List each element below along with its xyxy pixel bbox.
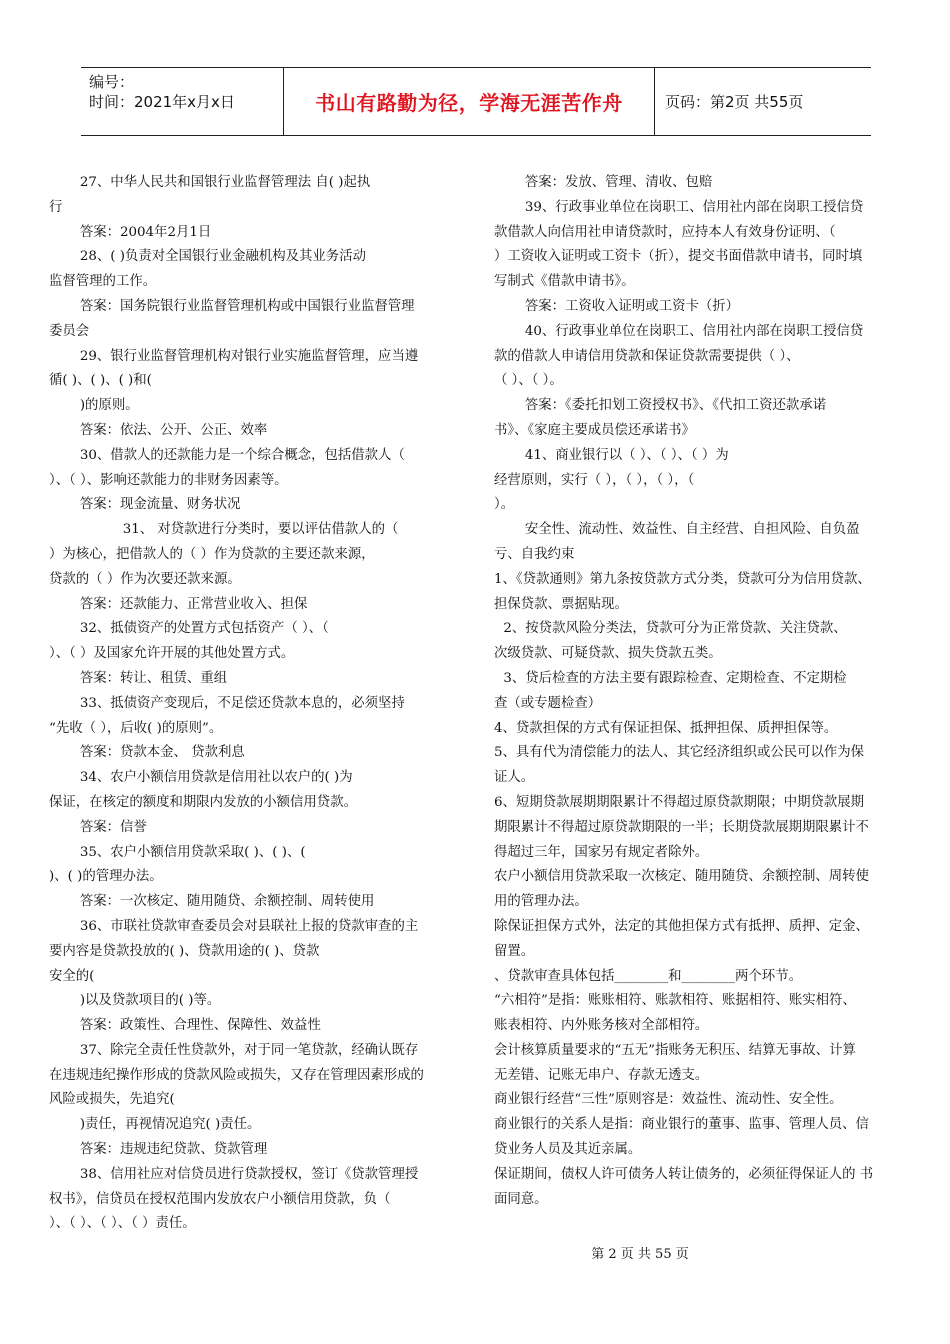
header-motto: 书山有路勤为径，学海无涯苦作舟 <box>315 91 623 115</box>
document-time-label: 时间：2021年x月x日 <box>89 93 235 111</box>
text-line: 答案：现金流量、财务状况 <box>79 497 241 513</box>
page-header <box>81 67 871 136</box>
text-line: 答案：发放、管理、清收、包赔 <box>524 175 713 190</box>
left-text-column <box>49 171 455 1237</box>
text-line: 保证期间，债权人许可债务人转让债务的，必须征得保证人的 书 <box>494 1166 874 1182</box>
text-line: 商业银行的关系人是指：商业银行的董事、监事、管理人员、信 <box>494 1117 869 1133</box>
text-line: 循( )、( )、( )和( <box>49 373 152 389</box>
text-line: 33、抵债资产变现后，不足偿还贷款本息的，必须坚持 <box>79 695 405 711</box>
text-line: 担保贷款、票据贴现。 <box>494 596 628 612</box>
text-line: 41、商业银行以（ ）、（ ）、（ ）为 <box>524 447 729 463</box>
text-line: 查（或专题检查） <box>494 695 602 711</box>
text-line: 写制式《借款申请书》。 <box>494 274 635 290</box>
text-line: 36、市联社贷款审查委员会对县联社上报的贷款审查的主 <box>79 918 419 934</box>
text-line: 保证，在核定的额度和期限内发放的小额信用贷款。 <box>49 794 357 810</box>
text-line: 30、借款人的还款能力是一个综合概念，包括借款人（ <box>79 447 405 463</box>
text-line: ）、（ ）、（ ）、（ ）责任。 <box>49 1216 196 1232</box>
text-line: 29、银行业监督管理机构对银行业实施监督管理，应当遵 <box>79 348 419 364</box>
text-line: 40、行政事业单位在岗职工、信用社内部在岗职工授信贷 <box>524 323 864 339</box>
text-line: 37、除完全责任性贷款外，对于同一笔贷款，经确认既存 <box>79 1042 419 1058</box>
text-line: 面同意。 <box>494 1191 548 1207</box>
footer-page-number: 第 2 页 共 55 页 <box>591 1247 689 1262</box>
text-line: 权书》，信贷员在授权范围内发放农户小额信用贷款，负（ <box>49 1191 391 1207</box>
text-line: 39、行政事业单位在岗职工、信用社内部在岗职工授信贷 <box>524 199 864 215</box>
text-line: 亏、自我约束 <box>494 546 575 562</box>
text-line: 用的管理办法。 <box>494 894 588 910</box>
text-line: 答案：2004年2月1日 <box>79 224 212 240</box>
text-line: 得超过三年，国家另有规定者除外。 <box>494 844 709 860</box>
text-line: 答案：违规违纪贷款、贷款管理 <box>79 1142 268 1158</box>
text-line: 在违规违纪操作形成的贷款风险或损失，又存在管理因素形成的 <box>49 1067 424 1083</box>
text-line: 答案：政策性、合理性、保障性、效益性 <box>79 1018 321 1034</box>
text-line: 安全性、流动性、效益性、自主经营、自担风险、自负盈 <box>524 522 860 538</box>
header-meta <box>81 68 283 135</box>
text-line: 农户小额信用贷款采取一次核定、随用随贷、余额控制、周转使 <box>494 869 869 885</box>
text-line: 27、中华人民共和国银行业监督管理法 自( )起执 <box>79 175 371 190</box>
text-line: 答案：还款能力、正常营业收入、担保 <box>79 596 308 612</box>
text-line: ）、（ ）及国家允许开展的其他处置方式。 <box>49 646 295 662</box>
text-line: )、( )的管理办法。 <box>49 869 163 885</box>
text-line: 28、( )负责对全国银行业金融机构及其业务活动 <box>79 249 366 265</box>
text-line: 贷业务人员及其近亲属。 <box>494 1142 642 1158</box>
text-line: （ ）、（ ）。 <box>494 373 563 389</box>
text-line: 4、贷款担保的方式有保证担保、抵押担保、质押担保等。 <box>494 720 838 736</box>
text-line: 6、短期贷款展期期限累计不得超过原贷款期限；中期贷款展期 <box>494 794 865 810</box>
text-line: )的原则。 <box>79 398 139 414</box>
text-line: 除保证担保方式外，法定的其他担保方式有抵押、质押、定金、 <box>494 918 869 934</box>
text-line: )以及贷款项目的( )等。 <box>79 993 221 1009</box>
text-line: 证人。 <box>494 770 535 786</box>
page-footer <box>0 1243 950 1262</box>
text-line: 34、农户小额信用贷款是信用社以农户的( )为 <box>79 770 353 786</box>
text-line: ）为核心，把借款人的（ ）作为贷款的主要还款来源， <box>49 546 375 562</box>
text-line: 次级贷款、可疑贷款、损失贷款五类。 <box>494 646 722 662</box>
text-line: 答案：依法、公开、公正、效率 <box>79 422 268 438</box>
text-line: )责任，再视情况追究( )责任。 <box>79 1117 261 1133</box>
text-line: 1、《贷款通则》第九条按贷款方式分类，贷款可分为信用贷款、 <box>494 571 871 587</box>
text-line: 款借款人向信用社申请贷款时，应持本人有效身份证明、（ <box>494 224 836 240</box>
text-line: 要内容是贷款投放的( )、贷款用途的( )、贷款 <box>49 943 320 959</box>
text-line: 38、信用社应对信贷员进行贷款授权，签订《贷款管理授 <box>79 1166 419 1182</box>
text-line: 书》、《家庭主要成员偿还承诺书》 <box>494 422 695 438</box>
text-line: ）。 <box>494 497 515 513</box>
header-page-info-cell <box>655 68 871 135</box>
text-line: 5、具有代为清偿能力的法人、其它经济组织或公民可以作为保 <box>494 745 865 761</box>
text-line: ）、（ ）、影响还款能力的非财务因素等。 <box>49 472 288 488</box>
text-line: 3、贷后检查的方法主要有跟踪检查、定期检查、不定期检 <box>503 670 847 686</box>
text-line: 账表相符、内外账务核对全部相符。 <box>494 1018 709 1034</box>
text-line: 31、 对贷款进行分类时，要以评估借款人的（ <box>122 522 399 538</box>
text-line: “先收（ ），后收( )的原则”。 <box>49 720 223 736</box>
text-line: 答案：转让、租赁、重组 <box>79 670 228 686</box>
text-line: 期限累计不得超过原贷款期限的一半；长期贷款展期期限累计不 <box>494 819 869 835</box>
text-line: 32、抵债资产的处置方式包括资产（ ）、（ <box>79 621 329 637</box>
text-line: 监督管理的工作。 <box>49 274 157 290</box>
header-page-info: 页码：第2页 共55页 <box>665 93 804 111</box>
text-line: 35、农户小额信用贷款采取( )、( )、( <box>79 844 306 860</box>
header-motto-cell <box>283 68 655 135</box>
text-line: 留置。 <box>494 943 535 959</box>
text-line: 答案：工资收入证明或工资卡（折） <box>524 298 740 314</box>
text-line: 答案：贷款本金、 贷款利息 <box>79 745 245 761</box>
text-line: 、贷款审查具体包括________和________两个环节。 <box>494 968 802 984</box>
document-number-label: 编号： <box>89 73 135 91</box>
text-line: 商业银行经营“三性”原则容是：效益性、流动性、安全性。 <box>494 1092 843 1108</box>
text-line: 会计核算质量要求的“五无”指账务无积压、结算无事故、计算 <box>494 1042 856 1058</box>
text-line: 风险或损失，先追究( <box>49 1092 175 1108</box>
text-line: 答案：《委托扣划工资授权书》、《代扣工资还款承诺 <box>524 398 827 414</box>
text-line: 行 <box>49 199 63 215</box>
text-line: 贷款的（ ）作为次要还款来源。 <box>49 571 241 587</box>
text-line: 答案：信誉 <box>79 819 147 835</box>
text-line: 款的借款人申请信用贷款和保证贷款需要提供（ ）、 <box>494 348 800 364</box>
text-line: 2、按贷款风险分类法，贷款可分为正常贷款、关注贷款、 <box>503 621 847 637</box>
text-line: ）工资收入证明或工资卡（折），提交书面借款申请书，同时填 <box>494 249 863 265</box>
right-text-column <box>494 171 902 1212</box>
text-line: 委员会 <box>49 323 90 339</box>
text-line: 答案：国务院银行业监督管理机构或中国银行业监督管理 <box>79 298 415 314</box>
text-line: 经营原则，实行（ ），（ ），（ ），（ <box>494 472 695 488</box>
text-line: 安全的( <box>49 968 95 984</box>
text-line: 无差错、记账无串户、存款无透支。 <box>494 1067 709 1083</box>
text-line: “六相符”是指：账账相符、账款相符、账据相符、账实相符、 <box>494 993 856 1009</box>
text-line: 答案：一次核定、随用随贷、余额控制、周转使用 <box>79 894 375 910</box>
